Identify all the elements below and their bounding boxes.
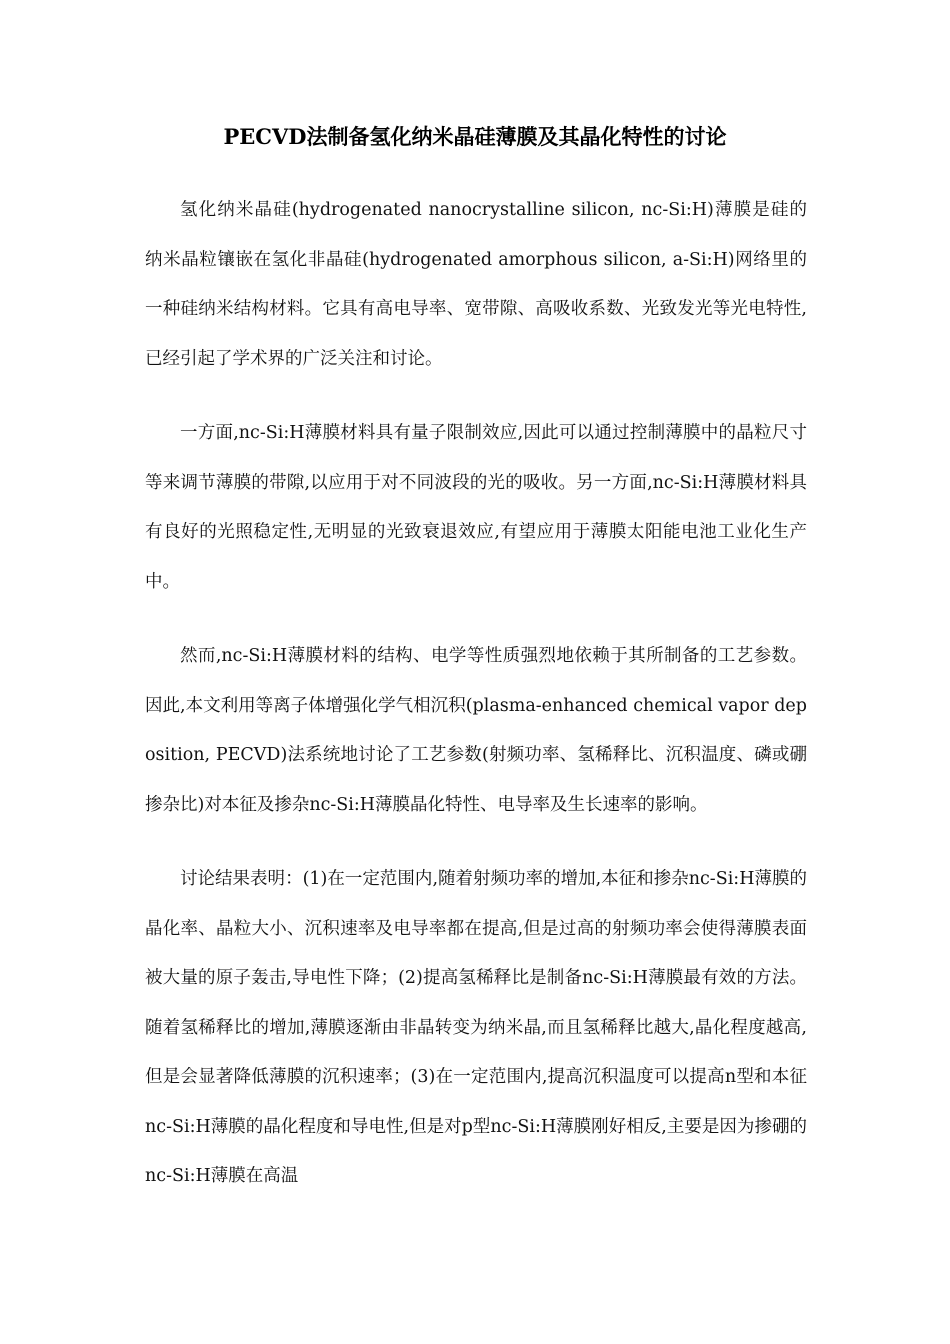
page-title: PECVD法制备氢化纳米晶硅薄膜及其晶化特性的讨论 (223, 124, 727, 149)
paragraph-method: 然而,nc-Si:H薄膜材料的结构、电学等性质强烈地依赖于其所制备的工艺参数。因此,本文利用等离子体增强化学气相沉积(plasma-enhanced chemical vapor deposition, PECVD)法系统地讨论了工艺参数(射频功率、氢稀释比、沉积温度、磷或硼掺杂比)对本征及掺杂nc-Si:H薄膜晶化特性、电导率及生长速率的影响。 (145, 646, 807, 815)
paragraph-results: 讨论结果表明：(1)在一定范围内,随着射频功率的增加,本征和掺杂nc-Si:H薄膜的晶化率、晶粒大小、沉积速率及电导率都在提高,但是过高的射频功率会使得薄膜表面被大量的原子轰击,导电性下降；(2)提高氢稀释比是制备nc-Si:H薄膜最有效的方法。随着氢稀释比的增加,薄膜逐渐由非晶转变为纳米晶,而且氢稀释比越大,晶化程度越高,但是会显著降低薄膜的沉积速率；(3)在一定范围内,提高沉积温度可以提高n型和本征nc-Si:H薄膜的晶化程度和导电性,但是对p型nc-Si:H薄膜刚好相反,主要是因为掺硼的nc-Si:H薄膜在高温 (145, 869, 807, 1186)
document-body (145, 186, 807, 1227)
paragraph-properties: 一方面,nc-Si:H薄膜材料具有量子限制效应,因此可以通过控制薄膜中的晶粒尺寸等来调节薄膜的带隙,以应用于对不同波段的光的吸收。另一方面,nc-Si:H薄膜材料具有良好的光照稳定性,无明显的光致衰退效应,有望应用于薄膜太阳能电池工业化生产中。 (145, 423, 807, 592)
paragraph-intro: 氢化纳米晶硅(hydrogenated nanocrystalline silicon, nc-Si:H)薄膜是硅的纳米晶粒镶嵌在氢化非晶硅(hydrogenated amorphous silicon, a-Si:H)网络里的一种硅纳米结构材料。它具有高电导率、宽带隙、高吸收系数、光致发光等光电特性,已经引起了学术界的广泛关注和讨论。 (145, 200, 807, 369)
